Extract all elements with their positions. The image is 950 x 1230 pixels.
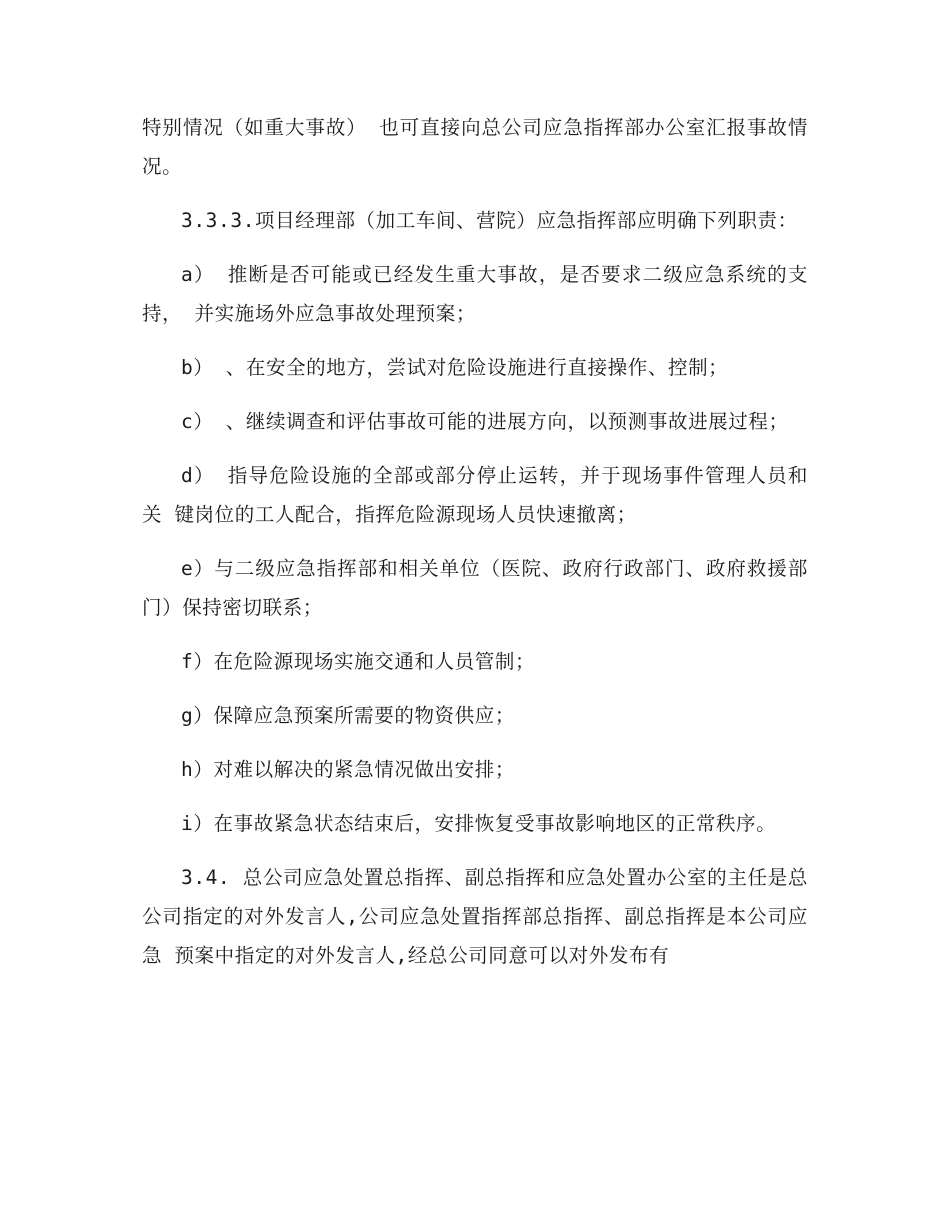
- list-item-h: h）对难以解决的紧急情况做出安排；: [181, 758, 515, 781]
- document-body: [142, 108, 808, 990]
- list-item-e: e）与二级应急指挥部和相关单位（医院、政府行政部门、政府救援部 门）保持密切联系；: [142, 557, 808, 619]
- paragraph-continuation: 特别情况（如重大事故） 也可直接向总公司应急指挥部办公室汇报事故情况。: [142, 116, 808, 178]
- list-item-a: a） 推断是否可能或已经发生重大事故，是否要求二级应急系统的支持， 并实施场外应急事故处理预案；: [142, 263, 808, 325]
- list-item-g: g）保障应急预案所需要的物资供应；: [181, 704, 515, 727]
- list-item-i: i）在事故紧急状态结束后，安排恢复受事故影响地区的正常秩序。: [181, 812, 777, 835]
- list-item-d: d） 指导危险设施的全部或部分停止运转，并于现场事件管理人员和关 键岗位的工人配合，指挥危险源现场人员快速撤离；: [142, 464, 808, 526]
- list-item-f: f）在危险源现场实施交通和人员管制；: [181, 650, 536, 673]
- list-item-b: b） 、在安全的地方，尝试对危险设施进行直接操作、控制；: [181, 356, 729, 379]
- paragraph-3-4: 3.4. 总公司应急处置总指挥、副总指挥和应急处置办公室的主任是总公司指定的对外发言人,公司应急处置指挥部总指挥、副总指挥是本公司应急 预案中指定的对外发言人,经总公司同意可以对外发布有: [142, 866, 808, 967]
- list-item-c: c） 、继续调查和评估事故可能的进展方向，以预测事故进展过程；: [181, 410, 789, 433]
- paragraph-3-3-3-heading: 3.3.3.项目经理部（加工车间、营院）应急指挥部应明确下列职责：: [181, 209, 798, 232]
